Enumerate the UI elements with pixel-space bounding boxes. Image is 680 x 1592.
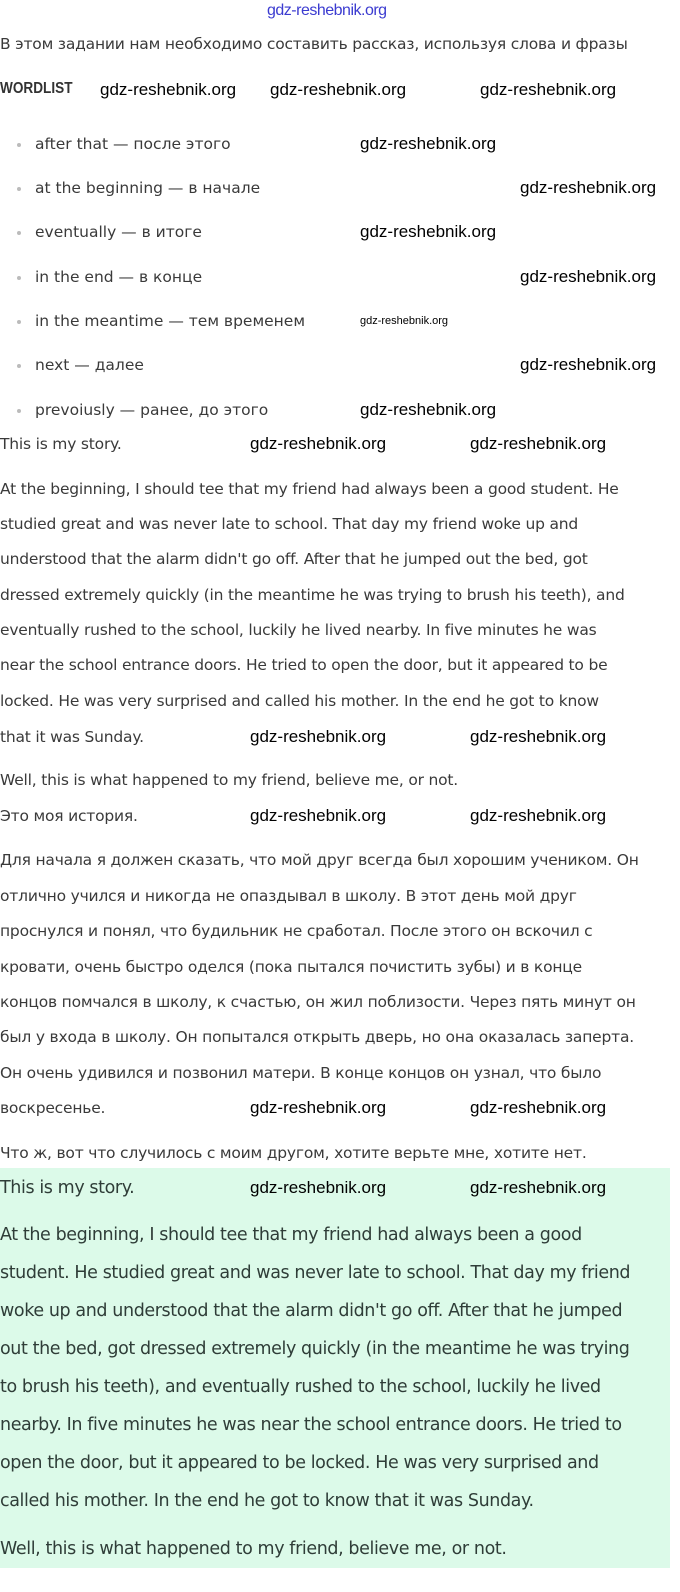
bullet-icon xyxy=(17,231,21,235)
watermark: gdz-reshebnik.org xyxy=(520,267,657,286)
story-en-line: This is my story. xyxy=(0,435,122,453)
watermark: gdz-reshebnik.org xyxy=(360,222,497,241)
story-en-line: locked. He was very surprised and called his mother. In the end he got to know xyxy=(0,692,599,710)
bullet-icon xyxy=(17,320,21,324)
story-green-line: to brush his teeth), and eventually rushed to the school, luckily he lived xyxy=(0,1377,601,1397)
bullet-icon xyxy=(17,409,21,413)
watermark: gdz-reshebnik.org xyxy=(470,434,607,453)
story-green-line: nearby. In five minutes he was near the school entrance doors. He tried to xyxy=(0,1415,622,1435)
story-ru-line: концов помчался в школу, к счастью, он жил поблизости. Через пять минут он xyxy=(0,993,636,1011)
watermark: gdz-reshebnik.org xyxy=(250,434,387,453)
wordlist-heading: WORDLIST xyxy=(0,80,73,97)
watermark: gdz-reshebnik.org xyxy=(470,1098,607,1117)
story-en-line: dressed extremely quickly (in the meantime he was trying to brush his teeth), and xyxy=(0,586,625,604)
bullet-icon xyxy=(17,364,21,368)
site-header-link[interactable]: gdz-reshebnik.org xyxy=(267,2,387,19)
watermark: gdz-reshebnik.org xyxy=(100,80,237,99)
story-en-line: Well, this is what happened to my friend, believe me, or not. xyxy=(0,771,459,789)
wordlist-item: prevoiusly — ранее, до этого xyxy=(35,401,269,419)
story-ru-line: Для начала я должен сказать, что мой друг всегда был хорошим учеником. Он xyxy=(0,851,639,869)
watermark: gdz-reshebnik.org xyxy=(480,80,617,99)
story-ru-line: воскресенье. xyxy=(0,1099,106,1117)
story-ru-line: Это моя история. xyxy=(0,807,138,825)
story-ru-line: проснулся и понял, что будильник не сработал. После этого он вскочил с xyxy=(0,922,593,940)
watermark: gdz-reshebnik.org xyxy=(360,315,449,327)
story-en-line: near the school entrance doors. He tried to open the door, but it appeared to be xyxy=(0,656,608,674)
story-ru-line: Что ж, вот что случилось с моим другом, хотите верьте мне, хотите нет. xyxy=(0,1144,587,1162)
story-en-line: eventually rushed to the school, luckily he lived nearby. In five minutes he was xyxy=(0,621,597,639)
story-green-line: out the bed, got dressed extremely quickly (in the meantime he was trying xyxy=(0,1339,630,1359)
story-ru-line: Он очень удивился и позвонил матери. В конце концов он узнал, что было xyxy=(0,1064,602,1082)
watermark: gdz-reshebnik.org xyxy=(250,806,387,825)
watermark: gdz-reshebnik.org xyxy=(360,400,497,419)
wordlist-item: next — далее xyxy=(35,356,144,374)
wordlist-item: in the meantime — тем временем xyxy=(35,312,306,330)
watermark: gdz-reshebnik.org xyxy=(250,1178,387,1197)
story-green-line: Well, this is what happened to my friend, believe me, or not. xyxy=(0,1539,507,1559)
story-en-line: studied great and was never late to school. That day my friend woke up and xyxy=(0,515,579,533)
story-green-line: open the door, but it appeared to be locked. He was very surprised and xyxy=(0,1453,599,1473)
watermark: gdz-reshebnik.org xyxy=(520,178,657,197)
story-ru-line: кровати, очень быстро оделся (пока пытался почистить зубы) и в конце xyxy=(0,958,582,976)
watermark: gdz-reshebnik.org xyxy=(470,727,607,746)
story-green-line: This is my story. xyxy=(0,1178,135,1198)
story-green-line: woke up and understood that the alarm didn't go off. After that he jumped xyxy=(0,1301,623,1321)
watermark: gdz-reshebnik.org xyxy=(520,355,657,374)
story-green-line: student. He studied great and was never late to school. That day my friend xyxy=(0,1263,631,1283)
story-en-line: understood that the alarm didn't go off. After that he jumped out the bed, got xyxy=(0,550,588,568)
watermark: gdz-reshebnik.org xyxy=(470,806,607,825)
wordlist-item: eventually — в итоге xyxy=(35,223,202,241)
bullet-icon xyxy=(17,143,21,147)
story-ru-line: был у входа в школу. Он попытался открыть дверь, но она оказалась заперта. xyxy=(0,1028,634,1046)
bullet-icon xyxy=(17,276,21,280)
watermark: gdz-reshebnik.org xyxy=(270,80,407,99)
story-ru-line: отлично учился и никогда не опаздывал в школу. В этот день мой друг xyxy=(0,887,577,905)
story-en-line: At the beginning, I should tee that my friend had always been a good student. He xyxy=(0,480,619,498)
story-en-line: that it was Sunday. xyxy=(0,728,144,746)
story-green-line: called his mother. In the end he got to know that it was Sunday. xyxy=(0,1491,534,1511)
intro-text: В этом задании нам необходимо составить рассказ, используя слова и фразы xyxy=(0,35,628,53)
bullet-icon xyxy=(17,187,21,191)
story-green-line: At the beginning, I should tee that my friend had always been a good xyxy=(0,1225,582,1245)
watermark: gdz-reshebnik.org xyxy=(360,134,497,153)
wordlist-item: at the beginning — в начале xyxy=(35,179,261,197)
watermark: gdz-reshebnik.org xyxy=(250,1098,387,1117)
wordlist-item: in the end — в конце xyxy=(35,268,203,286)
watermark: gdz-reshebnik.org xyxy=(250,727,387,746)
wordlist-item: after that — после этого xyxy=(35,135,231,153)
watermark: gdz-reshebnik.org xyxy=(470,1178,607,1197)
